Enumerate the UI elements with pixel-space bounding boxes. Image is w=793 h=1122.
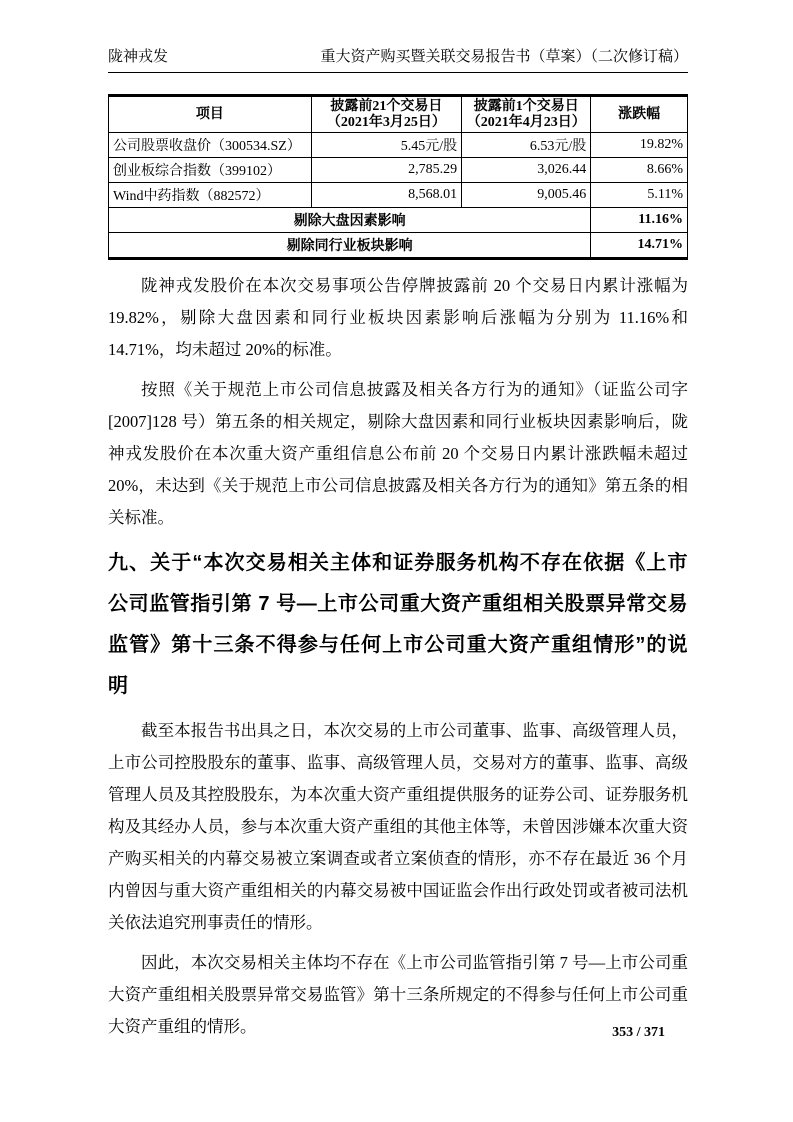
table-cell-value-21d: 2,785.29 [311,158,462,183]
body-paragraph-3: 截至本报告书出具之日，本次交易的上市公司董事、监事、高级管理人员，上市公司控股股东的董事、监事、高级管理人员，交易对方的董事、监事、高级管理人员及其控股股东，为本次重大资产重组提供服务的证券公司、证券服务机构及其经办人员，参与本次重大资产重组的其他主体等，未曾因涉嫌本次重大资产购买相关的内幕交易被立案调查或者立案侦查的情形，亦不存在最近 36 个月内曾因与重大资产重组相关的内幕交易被中国证监会作出行政处罚或者被司法机关依法追究刑事责任的情形。 [108,721,688,932]
table-header-change [591,96,688,133]
table-cell-change: 8.66% [591,158,688,183]
summary-row-sector-factor [109,233,688,259]
page-content [108,0,688,1043]
table-cell-change: 5.11% [591,183,688,208]
body-paragraph-4: 因此，本次交易相关主体均不存在《上市公司监管指引第 7 号—上市公司重大资产重组相关股票异常交易监管》第十三条所规定的不得参与任何上市公司重大资产重组的情形。 [108,953,688,1036]
body-paragraph-2: 按照《关于规范上市公司信息披露及相关各方行为的通知》（证监公司字[2007]128 号）第五条的相关规定，剔除大盘因素和同行业板块因素影响后，陇神戎发股价在本次重大资产重组信息公布前 20 个交易日内累计涨跌幅未超过20%，未达到《关于规范上市公司信息披露及相关各方行为的通知》第五条的相关标准。 [108,380,688,527]
table-header-1day [462,96,591,133]
header-company-name: 陇神戎发 [108,49,169,65]
header-21days-line1: 披露前21个交易日 [330,98,443,114]
page-number: 353 / 371 [612,1025,665,1040]
table-header-row [109,96,688,133]
summary-value: 14.71% [591,233,688,259]
header-item-label: 项目 [195,106,224,122]
summary-label: 剔除大盘因素影响 [109,208,591,233]
header-21days-line2: （2021年3月25日） [326,114,446,130]
summary-value: 11.16% [591,208,688,233]
body-paragraph-1: 陇神戎发股价在本次交易事项公告停牌披露前 20 个交易日内累计涨幅为19.82%，剔除大盘因素和同行业板块因素影响后涨幅为分别为 11.16%和14.71%，均未超过 20%的标准。 [108,276,688,359]
table-cell-value-21d: 5.45元/股 [311,133,462,158]
header-1day-line2: （2021年4月23日） [466,114,586,130]
table-cell-item: 创业板综合指数（399102） [109,158,312,183]
table-header-item [109,96,312,133]
running-header [108,47,688,73]
header-change-label: 涨跌幅 [618,106,661,122]
table-header-21days [311,96,462,133]
price-comparison-table [108,94,688,260]
table-cell-value-1d: 9,005.46 [462,183,591,208]
table-cell-item: Wind中药指数（882572） [109,183,312,208]
table-cell-value-21d: 8,568.01 [311,183,462,208]
table-row [109,133,688,158]
summary-row-market-factor [109,208,688,233]
header-report-title: 重大资产购买暨关联交易报告书（草案）（二次修订稿） [320,49,688,65]
table-cell-item: 公司股票收盘价（300534.SZ） [109,133,312,158]
summary-label: 剔除同行业板块影响 [109,233,591,259]
table-cell-value-1d: 6.53元/股 [462,133,591,158]
table-row [109,183,688,208]
section-heading: 九、关于“本次交易相关主体和证券服务机构不存在依据《上市公司监管指引第 7 号—上市公司重大资产重组相关股票异常交易监管》第十三条不得参与任何上市公司重大资产重组情形”的说明 [108,552,688,697]
table-row [109,158,688,183]
table-cell-value-1d: 3,026.44 [462,158,591,183]
header-1day-line1: 披露前1个交易日 [473,98,579,114]
table-cell-change: 19.82% [591,133,688,158]
